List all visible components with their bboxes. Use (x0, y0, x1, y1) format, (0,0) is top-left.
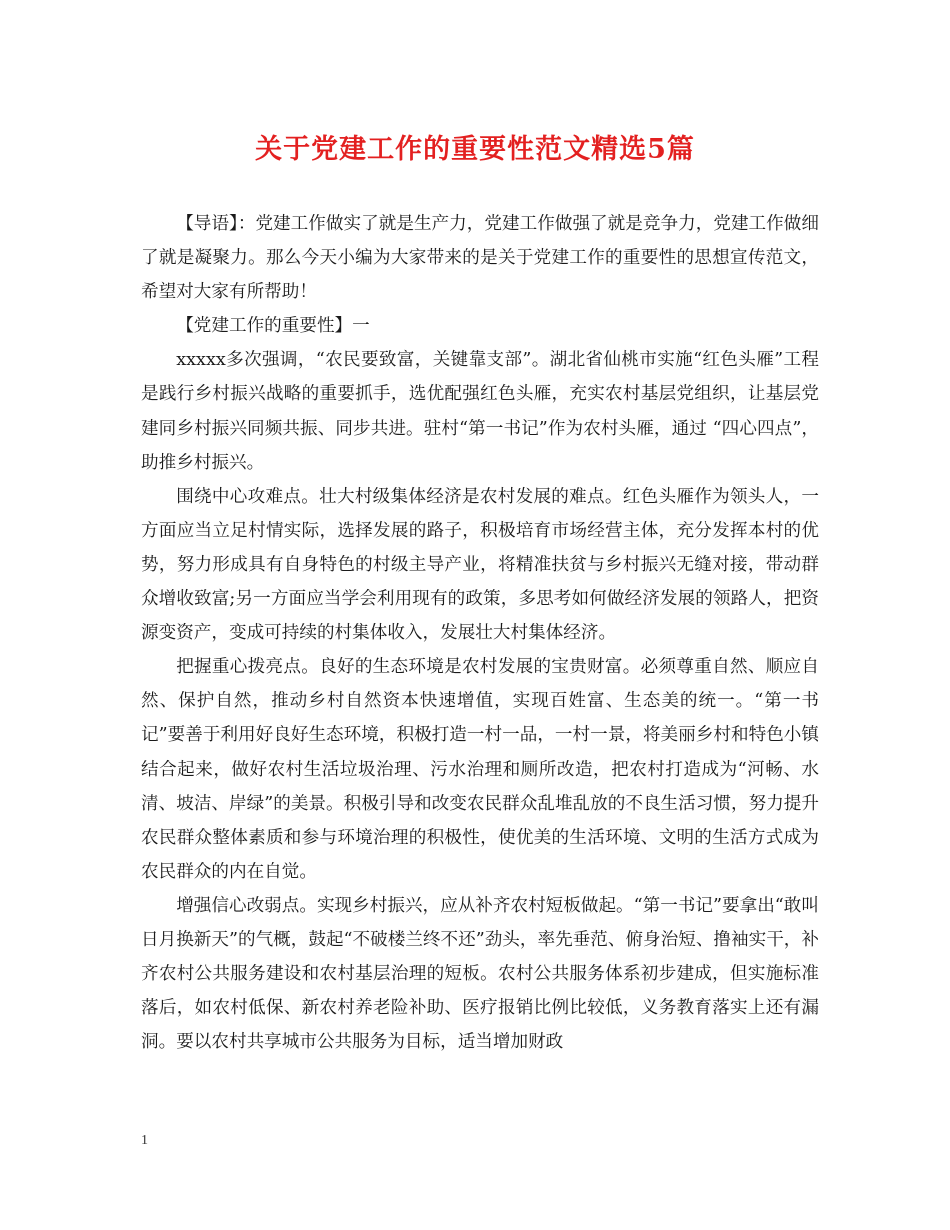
document-body (141, 207, 819, 1059)
paragraph-body: 围绕中心攻难点。壮大村级集体经济是农村发展的难点。红色头雁作为领头人，一方面应当立足村情实际，选择发展的路子，积极培育市场经营主体，充分发挥本村的优势，努力形成具有自身特色的村级主导产业，将精准扶贫与乡村振兴无缝对接，带动群众增收致富;另一方面应当学会利用现有的政策，多思考如何做经济发展的领路人，把资源变资产，变成可持续的村集体收入，发展壮大村集体经济。 (141, 486, 819, 644)
document-title: 关于党建工作的重要性范文精选5篇 (255, 134, 695, 165)
paragraph-intro: 【导语】：党建工作做实了就是生产力，党建工作做强了就是竞争力，党建工作做细了就是凝聚力。那么今天小编为大家带来的是关于党建工作的重要性的思想宣传范文，希望对大家有所帮助！ (141, 214, 819, 303)
page-number: 1 (141, 1133, 148, 1148)
paragraph-body: xxxxx多次强调，“农民要致富，关键靠支部”。湖北省仙桃市实施“红色头雁”工程是践行乡村振兴战略的重要抓手，选优配强红色头雁，充实农村基层党组织，让基层党建同乡村振兴同频共振、同步共进。驻村“第一书记”作为农村头雁，通过 “四心四点”，助推乡村振兴。 (141, 350, 819, 473)
paragraph-body: 把握重心拨亮点。良好的生态环境是农村发展的宝贵财富。必须尊重自然、顺应自然、保护自然，推动乡村自然资本快速增值，实现百姓富、生态美的统一。“第一书记”要善于利用好良好生态环境，积极打造一村一品，一村一景，将美丽乡村和特色小镇结合起来，做好农村生活垃圾治理、污水治理和厕所改造，把农村打造成为“河畅、水清、坡洁、岸绿”的美景。积极引导和改变农民群众乱堆乱放的不良生活习惯，努力提升农民群众整体素质和参与环境治理的积极性，使优美的生活环境、文明的生活方式成为农民群众的内在自觉。 (141, 657, 819, 882)
paragraph-section-heading: 【党建工作的重要性】一 (176, 316, 370, 337)
paragraph-body: 增强信心改弱点。实现乡村振兴，应从补齐农村短板做起。“第一书记”要拿出“敢叫日月换新天”的气概，鼓起“不破楼兰终不还”劲头，率先垂范、俯身治短、撸袖实干，补齐农村公共服务建设和农村基层治理的短板。农村公共服务体系初步建成，但实施标准落后，如农村低保、新农村养老险补助、医疗报销比例比较低，义务教育落实上还有漏洞。要以农村共享城市公共服务为目标，适当增加财政 (141, 895, 819, 1053)
